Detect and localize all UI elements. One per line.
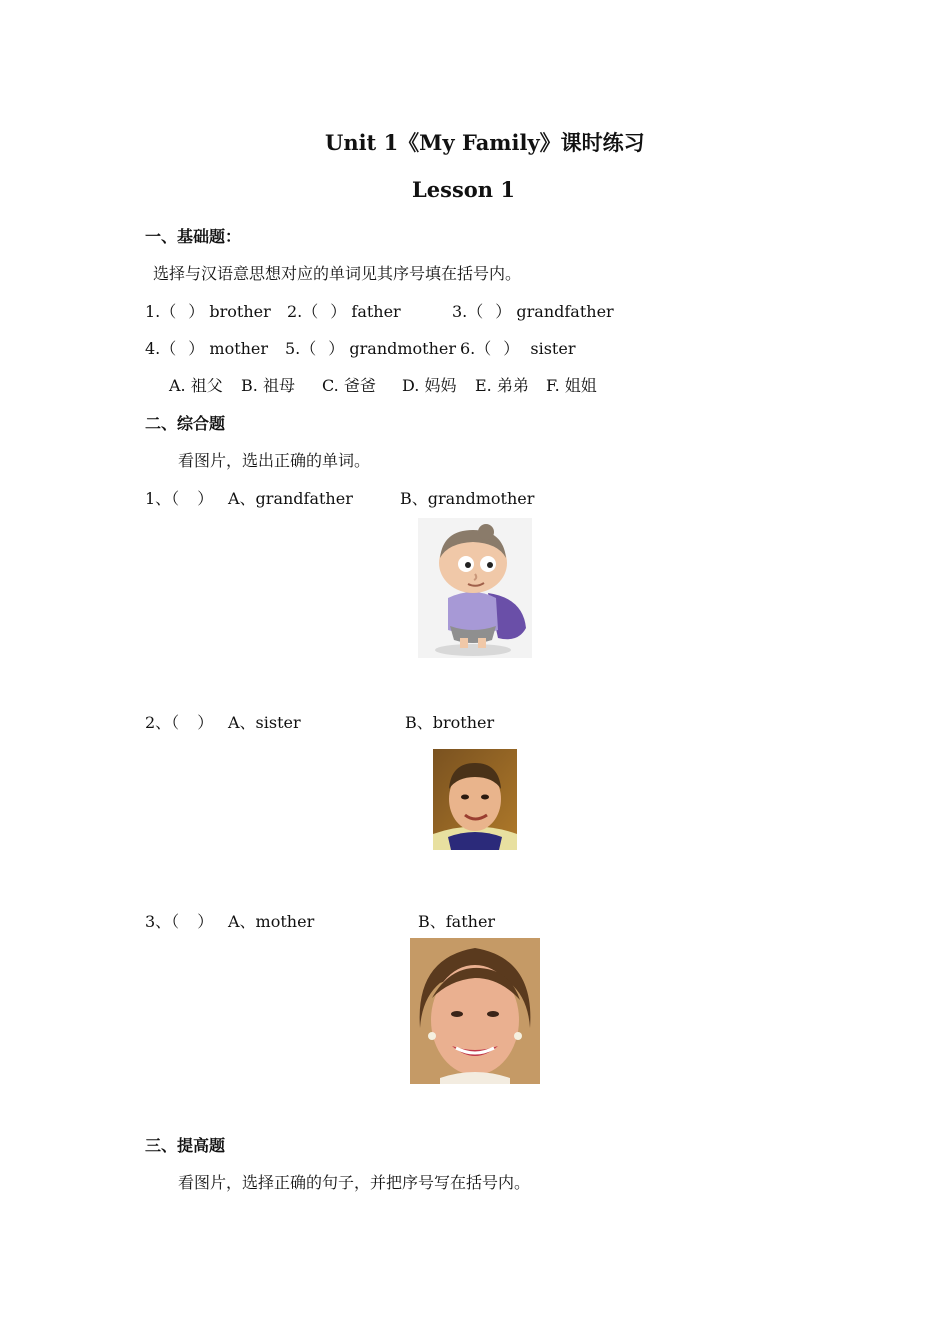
question-3 (145, 909, 213, 932)
section1-instruction: 选择与汉语意思想对应的单词见其序号填在括号内。 (153, 264, 522, 283)
question-1-option-b: B、grandmother (400, 489, 535, 508)
option-text: 爸爸 (343, 376, 376, 395)
option-e (475, 373, 529, 396)
question-paren: ） (197, 912, 214, 931)
boy-photo-image (433, 749, 517, 850)
question-number: 2、（ (145, 713, 180, 732)
question-paren: ） (197, 489, 214, 508)
option-f (546, 373, 597, 396)
question-2-option-a: A、sister (228, 713, 301, 732)
option-text: 姐姐 (564, 376, 597, 395)
question-2-option-b: B、brother (405, 713, 495, 732)
option-a (169, 373, 223, 396)
question-1-option-a: A、grandfather (228, 489, 353, 508)
item-number: 1.（ (145, 302, 177, 321)
item-word: sister (530, 339, 576, 358)
item-number: 4.（ (145, 339, 177, 358)
item-number: 2.（ (287, 302, 319, 321)
item-word: grandfather (516, 302, 614, 321)
question-paren: ） (197, 713, 214, 732)
option-text: 祖母 (262, 376, 295, 395)
option-text: 祖父 (190, 376, 223, 395)
option-letter: E. (475, 376, 492, 395)
item-paren: ） (188, 339, 205, 358)
option-b (241, 373, 295, 396)
item-paren: ） (503, 339, 520, 358)
match-item-2 (287, 299, 401, 322)
option-letter: F. (546, 376, 560, 395)
lesson-title: Lesson 1 (412, 177, 515, 202)
page-title: Unit 1《My Family》课时练习 (325, 130, 645, 155)
section3-heading: 三、提高题 (145, 1136, 226, 1155)
item-paren: ） (188, 302, 205, 321)
item-paren: ） (495, 302, 512, 321)
option-letter: A. (169, 376, 186, 395)
item-number: 6.（ (460, 339, 492, 358)
option-letter: D. (402, 376, 420, 395)
question-3-option-b: B、father (418, 912, 496, 931)
option-letter: B. (241, 376, 258, 395)
item-word: brother (209, 302, 271, 321)
option-text: 弟弟 (496, 376, 529, 395)
match-item-1 (145, 299, 271, 322)
question-number: 3、（ (145, 912, 180, 931)
match-item-3 (452, 299, 614, 322)
question-3-option-a: A、mother (228, 912, 315, 931)
item-word: father (351, 302, 401, 321)
option-text: 妈妈 (424, 376, 457, 395)
match-item-4 (145, 336, 268, 359)
option-d (402, 373, 456, 396)
question-1 (145, 486, 213, 509)
cartoon-grandmother-image (418, 518, 532, 658)
section3-instruction: 看图片，选择正确的句子，并把序号写在括号内。 (178, 1173, 531, 1192)
section1-heading: 一、基础题： (145, 227, 242, 246)
item-number: 5.（ (285, 339, 317, 358)
match-item-5 (285, 336, 456, 359)
section2-instruction: 看图片，选出正确的单词。 (178, 451, 371, 470)
item-paren: ） (330, 302, 347, 321)
item-word: grandmother (349, 339, 457, 358)
option-c (322, 373, 376, 396)
item-number: 3.（ (452, 302, 484, 321)
item-paren: ） (328, 339, 345, 358)
section2-heading: 二、综合题 (145, 414, 226, 433)
question-2 (145, 710, 213, 733)
question-number: 1、（ (145, 489, 180, 508)
woman-photo-image (410, 938, 540, 1084)
item-word: mother (209, 339, 269, 358)
match-item-6 (460, 336, 575, 359)
option-letter: C. (322, 376, 339, 395)
